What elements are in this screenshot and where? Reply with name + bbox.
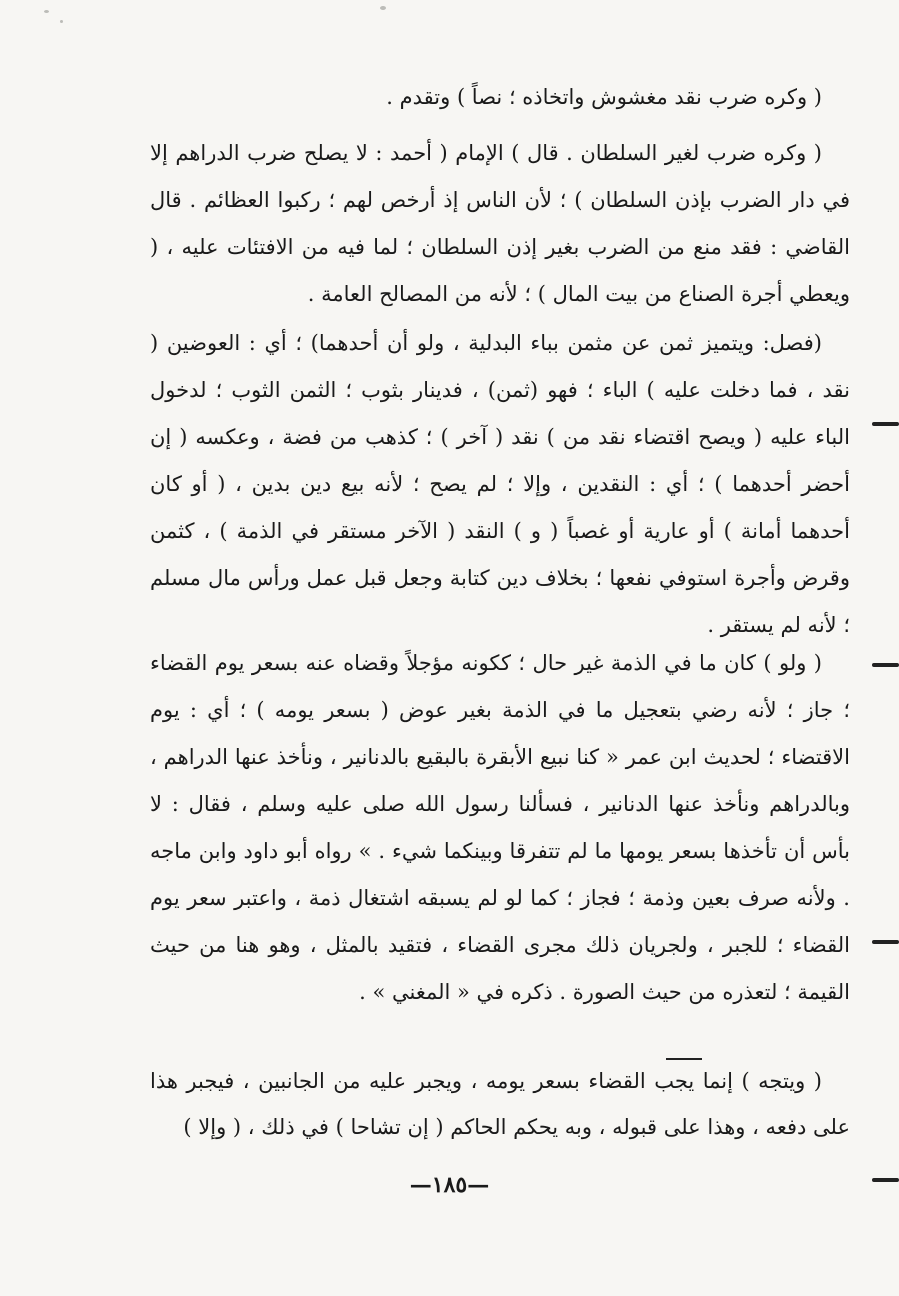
margin-tick — [872, 422, 899, 426]
paragraph-2: ( وكره ضرب لغير السلطان . قال ) الإمام ( أحمد : لا يصلح ضرب الدراهم إلا في دار الضرب بإذن السلطان ) ؛ لأن الناس إذ أرخص لهم ؛ ركبوا العظائم . قال القاضي : فقد منع من الضرب بغير إذن السلطان ؛ لما فيه من الافتئات عليه ، ( ويعطي أجرة الصناع من بيت المال ) ؛ لأنه من المصالح العامة . — [150, 141, 850, 306]
paragraph-4: ( ولو ) كان ما في الذمة غير حال ؛ ككونه مؤجلاً وقضاه عنه بسعر يوم القضاء ؛ جاز ؛ لأنه رضي بتعجيل ما في الذمة بغير عوض ( بسعر يومه ) ؛ أي : يوم الاقتضاء ؛ لحديث ابن عمر « كنا نبيع الأبقرة بالبقيع بالدنانير ، ونأخذ عنها الدراهم ، وبالدراهم ونأخذ عنها الدنانير ، فسألنا رسول الله صلى عليه وسلم ، فقال : لا بأس أن تأخذها بسعر يومها ما لم تتفرقا وبينكما شيء . » رواه أبو داود وابن ماجه . ولأنه صرف بعين وذمة ؛ فجاز ؛ كما لو لم يسبقه اشتغال ذمة ، واعتبر سعر يوم القضاء ؛ للجبر ، ولجريان ذلك مجرى القضاء ، فتقيد بالمثل ، وهو هنا من حيث القيمة ؛ لتعذره من حيث الصورة . ذكره في « المغني » . — [150, 651, 850, 1004]
margin-tick — [872, 663, 899, 667]
page-number: —١٨٥— — [409, 1172, 490, 1198]
overline-mark — [666, 1058, 702, 1060]
paper-speck — [44, 10, 49, 13]
paper-speck — [60, 20, 63, 23]
margin-tick — [872, 940, 899, 944]
paragraph-5: ( ويتجه ) إنما يجب القضاء بسعر يومه ، ويجبر عليه من الجانبين ، فيجبر هذا على دفعه ، وهذا على قبوله ، وبه يحكم الحاكم ( إن تشاحا ) في ذلك ، ( وإلا ) — [150, 1069, 850, 1139]
paragraph-1: ( وكره ضرب نقد مغشوش واتخاذه ؛ نصاً ) وتقدم . — [386, 85, 822, 109]
paper-speck — [380, 6, 386, 10]
paragraph-3: (فصل: ويتميز ثمن عن مثمن بباء البدلية ، ولو أن أحدهما) ؛ أي : العوضين ( نقد ، فما دخلت عليه ) الباء ؛ فهو (ثمن) ، فدينار بثوب ؛ الثمن الثوب ؛ لدخول الباء عليه ( ويصح اقتضاء نقد من ) نقد ( آخر ) ؛ كذهب من فضة ، وعكسه ( إن أحضر أحدهما ) ؛ أي : النقدين ، وإلا ؛ لم يصح ؛ لأنه بيع دين بدين ، ( أو كان أحدهما أمانة ) أو عارية أو غصباً ( و ) النقد ( الآخر مستقر في الذمة ) ، كثمن وقرض وأجرة استوفي نفعها ؛ بخلاف دين كتابة وجعل قبل عمل ورأس مال مسلم ؛ لأنه لم يستقر . — [150, 331, 850, 637]
